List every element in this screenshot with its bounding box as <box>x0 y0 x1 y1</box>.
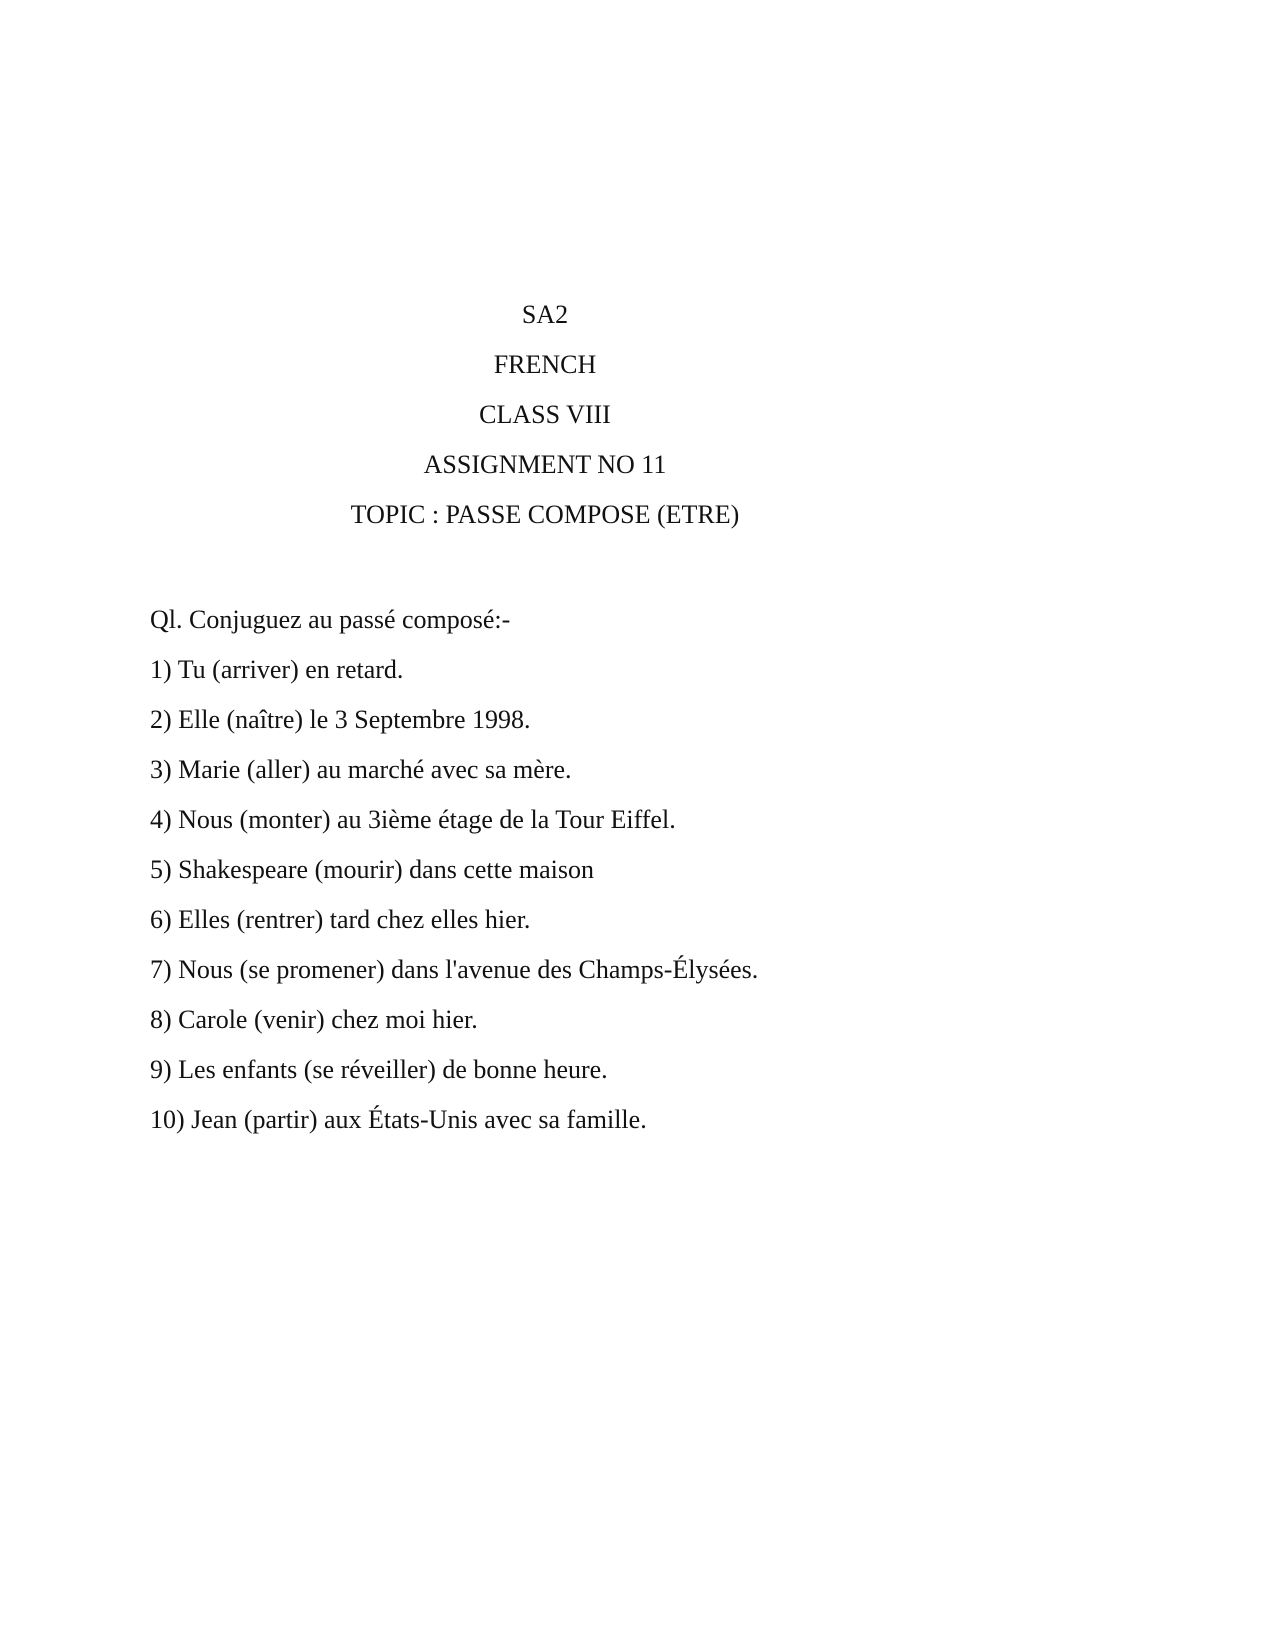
exercise-item: 4) Nous (monter) au 3ième étage de la Tour Eiffel. <box>150 805 676 834</box>
assignment-heading <box>0 290 1090 540</box>
exercise-item: 2) Elle (naître) le 3 Septembre 1998. <box>150 705 531 734</box>
question-section <box>150 595 1150 1145</box>
exercise-item: 1) Tu (arriver) en retard. <box>150 655 404 684</box>
question-title: Ql. Conjuguez au passé composé:- <box>150 605 511 634</box>
exam-code: SA2 <box>521 300 569 329</box>
exercise-list <box>150 645 1150 1145</box>
topic-label: TOPIC : PASSE COMPOSE (ETRE) <box>350 500 740 529</box>
exercise-item: 3) Marie (aller) au marché avec sa mère. <box>150 755 572 784</box>
exercise-item: 5) Shakespeare (mourir) dans cette maison <box>150 855 595 884</box>
exercise-item: 6) Elles (rentrer) tard chez elles hier. <box>150 905 531 934</box>
exercise-item: 9) Les enfants (se réveiller) de bonne heure. <box>150 1055 608 1084</box>
exercise-item: 7) Nous (se promener) dans l'avenue des Champs-Élysées. <box>150 955 759 984</box>
subject-title: FRENCH <box>493 350 597 379</box>
exercise-item: 10) Jean (partir) aux États-Unis avec sa famille. <box>150 1105 647 1134</box>
class-label: CLASS VIII <box>479 400 611 429</box>
assignment-number: ASSIGNMENT NO 11 <box>423 450 667 479</box>
exercise-item: 8) Carole (venir) chez moi hier. <box>150 1005 478 1034</box>
